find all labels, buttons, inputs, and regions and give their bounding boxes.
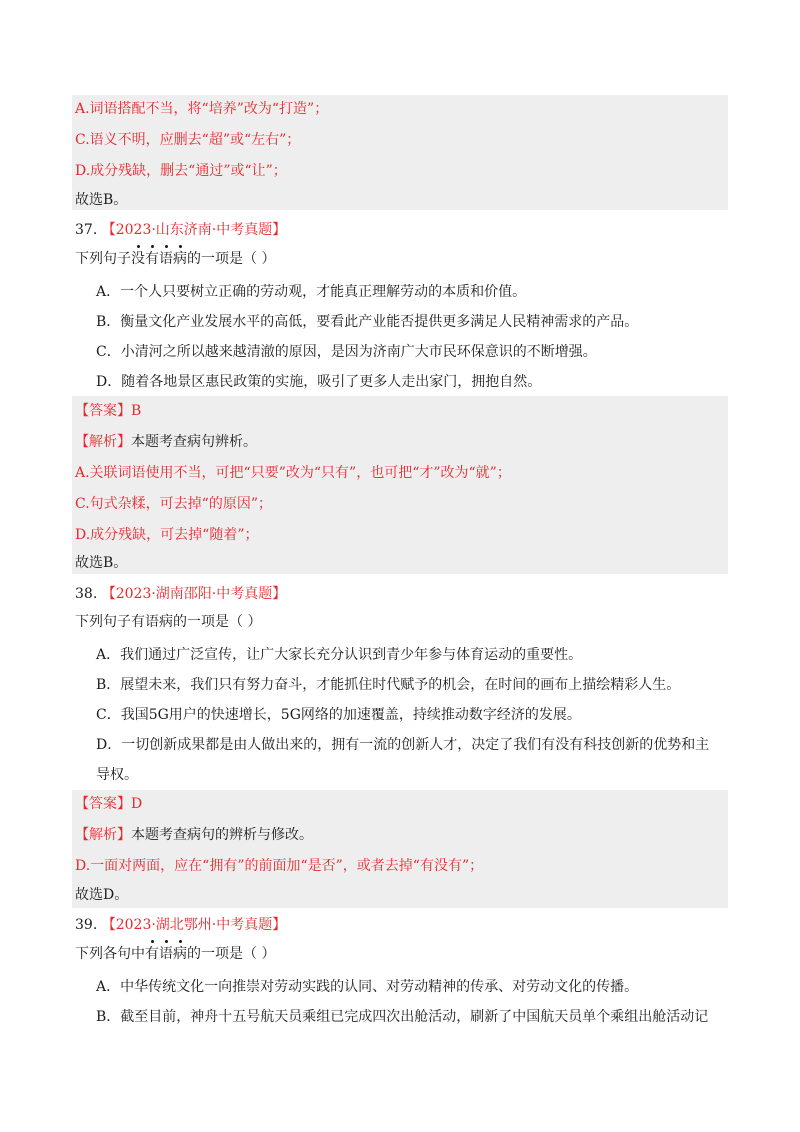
q37-analysis-intro: 本题考查病句辨析。 — [131, 434, 257, 450]
q37-answer-block — [72, 396, 728, 574]
q37-answer-label: 【答案】 — [75, 403, 131, 419]
q37-emphasis-char: 有 — [145, 251, 159, 267]
q37-option-b[interactable]: B．衡量文化产业发展水平的高低，要看此产业能否提供更多满足人民精神需求的产品。 — [96, 314, 639, 330]
q37-option-c[interactable]: C．小清河之所以越来越清澈的原因，是因为济南广大市民环保意识的不断增强。 — [96, 344, 597, 360]
q37-analysis — [75, 433, 257, 451]
q39-option-a[interactable]: A．中华传统文化一向推崇对劳动实践的认同、对劳动精神的传承、对劳动文化的传播。 — [96, 979, 639, 995]
q38-stem: 下列句子有语病的一项是（ ） — [75, 614, 262, 630]
q37-header — [75, 221, 286, 239]
q38-option-c[interactable]: C．我国5G用户的快速增长，5G网络的加速覆盖，持续推动数字经济的发展。 — [96, 707, 581, 723]
q38-analysis — [75, 826, 313, 844]
q38-number: 38. — [75, 586, 98, 602]
q37-analysis-d: D.成分残缺，可去掉“随着”； — [75, 527, 259, 543]
q39-stem-before: 下列各句中 — [75, 946, 145, 962]
q39-stem — [75, 945, 275, 963]
q36-conclusion: 故选B。 — [75, 192, 128, 208]
q37-number: 37. — [75, 222, 98, 238]
q38-analysis-label: 【解析】 — [75, 827, 131, 843]
q38-option-b[interactable]: B．展望未来，我们只有努力奋斗，才能抓住时代赋予的机会，在时间的画布上描绘精彩人生。 — [96, 677, 681, 693]
q38-answer — [75, 795, 142, 813]
q38-source: 【2023·湖南邵阳·中考真题】 — [101, 586, 287, 602]
q39-emphasis-char: 语 — [159, 946, 173, 962]
q38-analysis-intro: 本题考查病句的辨析与修改。 — [131, 827, 313, 843]
q38-answer-block — [72, 790, 728, 908]
q38-conclusion: 故选D。 — [75, 887, 129, 903]
q38-option-d[interactable]: D．一切创新成果都是由人做出来的，拥有一流的创新人才，决定了我们有没有科技创新的优势和主 — [96, 737, 710, 753]
q37-stem — [75, 250, 275, 268]
q39-option-b[interactable]: B．截至目前，神舟十五号航天员乘组已完成四次出舱活动，刷新了中国航天员单个乘组出舱活动记 — [96, 1009, 709, 1025]
q37-emphasis-char: 语 — [159, 251, 173, 267]
q37-stem-before: 下列句子 — [75, 251, 131, 267]
q38-analysis-d: D.一面对两面，应在“拥有”的前面加“是否”，或者去掉“有没有”； — [75, 858, 484, 874]
q37-emphasis-char: 病 — [173, 251, 187, 267]
q39-header — [75, 916, 286, 934]
q37-option-a[interactable]: A．一个人只要树立正确的劳动观，才能真正理解劳动的本质和价值。 — [96, 284, 527, 300]
q39-source: 【2023·湖北鄂州·中考真题】 — [101, 917, 287, 933]
q37-analysis-c: C.句式杂糅，可去掉“的原因”； — [75, 496, 272, 512]
q36-analysis-c: C.语义不明，应删去“超”或“左右”； — [75, 132, 301, 148]
q36-analysis-a: A.词语搭配不当，将“培养”改为“打造”； — [75, 101, 329, 117]
q37-answer — [75, 402, 141, 420]
q37-answer-value: B — [131, 403, 142, 419]
q38-option-a[interactable]: A．我们通过广泛宣传，让广大家长充分认识到青少年参与体育运动的重要性。 — [96, 647, 583, 663]
q37-option-d[interactable]: D．随着各地景区惠民政策的实施，吸引了更多人走出家门，拥抱自然。 — [96, 374, 542, 390]
q38-answer-value: D — [131, 796, 143, 812]
q38-answer-label: 【答案】 — [75, 796, 131, 812]
q39-number: 39. — [75, 917, 98, 933]
q36-analysis-d: D.成分残缺，删去“通过”或“让”； — [75, 163, 287, 179]
q37-analysis-label: 【解析】 — [75, 434, 131, 450]
q39-stem-after: 的一项是（ ） — [187, 946, 276, 962]
q37-conclusion: 故选B。 — [75, 555, 128, 571]
q39-emphasis-char: 病 — [173, 946, 187, 962]
q37-source: 【2023·山东济南·中考真题】 — [101, 222, 287, 238]
q38-header — [75, 585, 286, 603]
q38-option-d-cont: 导权。 — [96, 767, 138, 783]
q39-emphasis-char: 有 — [145, 946, 159, 962]
q37-stem-after: 的一项是（ ） — [187, 251, 276, 267]
q37-analysis-a: A.关联词语使用不当，可把“只要”改为“只有”，也可把“才”改为“就”； — [75, 465, 511, 481]
q37-emphasis-char: 没 — [131, 251, 145, 267]
